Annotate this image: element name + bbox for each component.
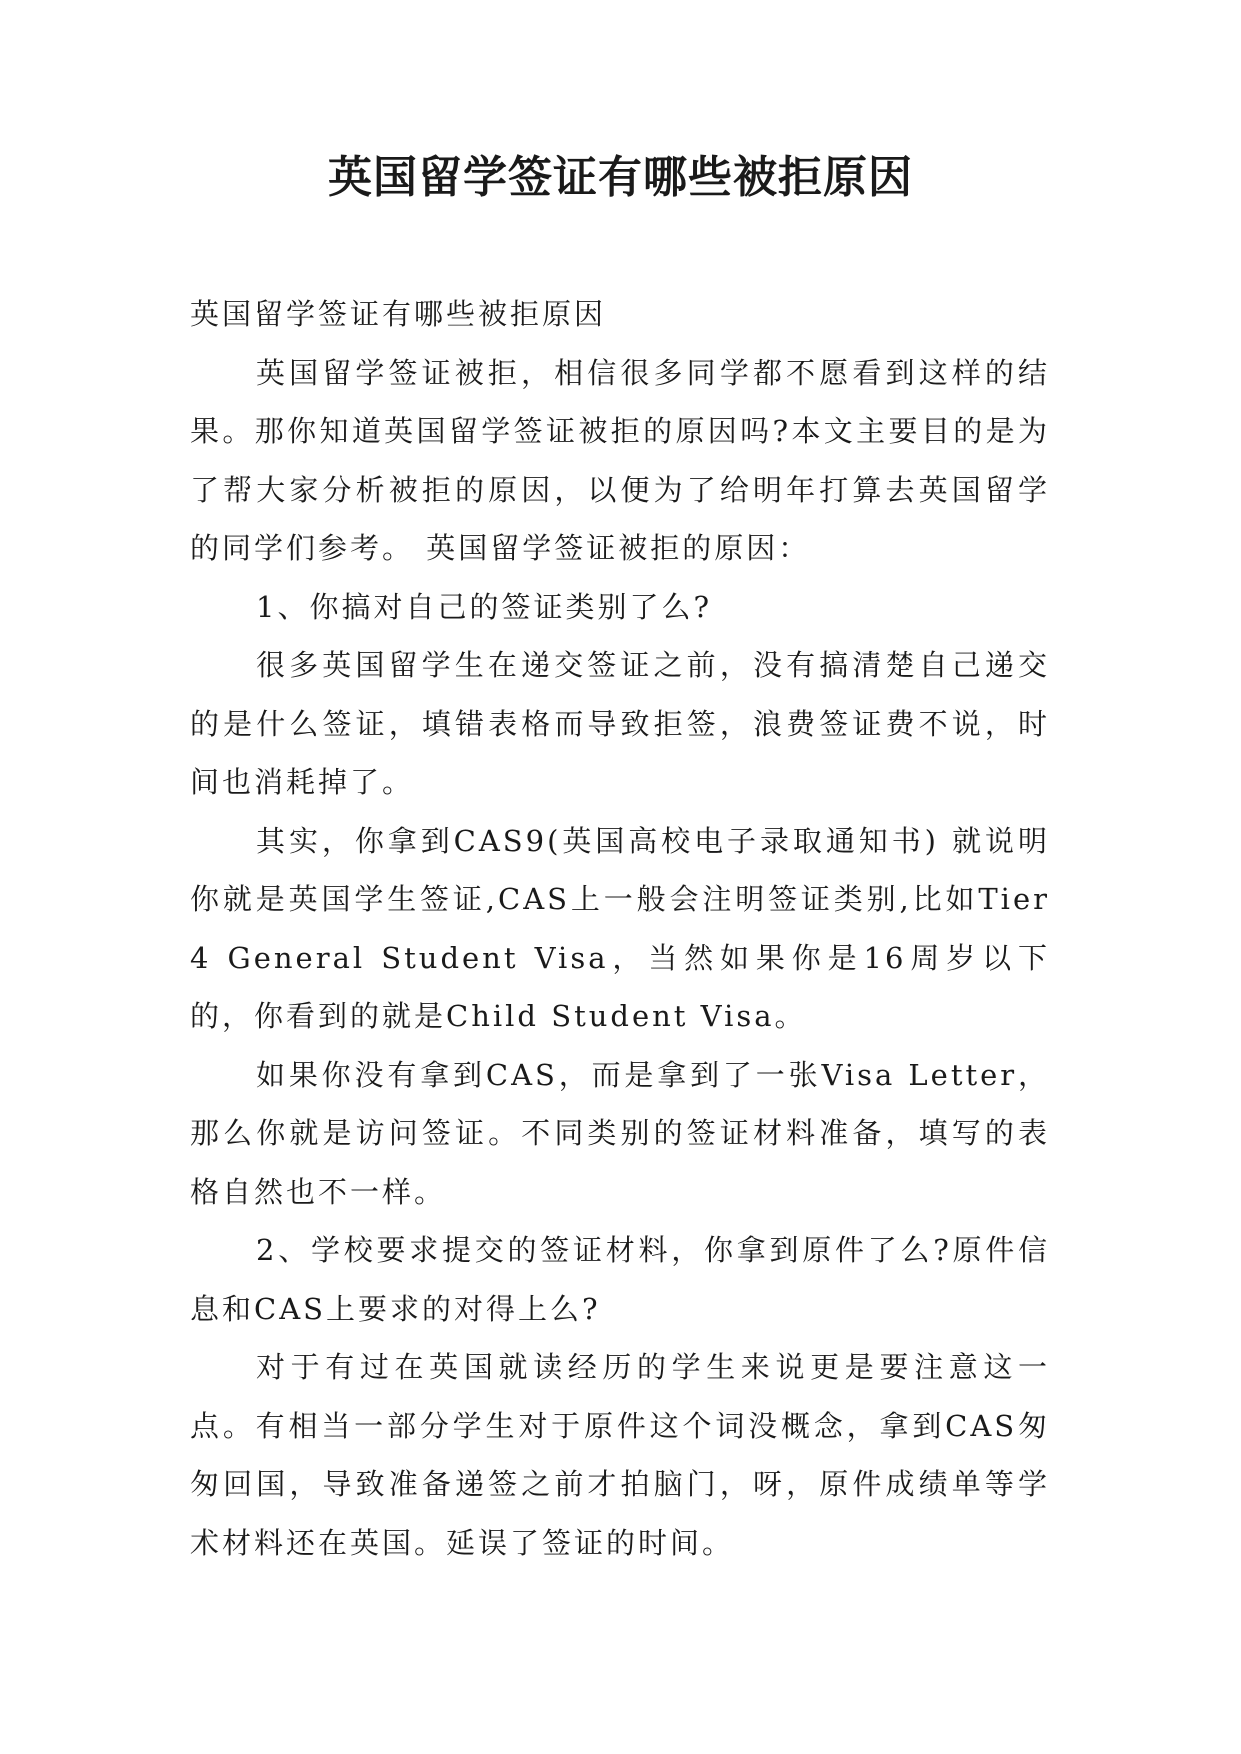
section-heading: 2、学校要求提交的签证材料，你拿到原件了么?原件信息和CAS上要求的对得上么? bbox=[190, 1233, 1050, 1326]
paragraph: 其实，你拿到CAS9(英国高校电子录取通知书) 就说明你就是英国学生签证,CAS上一般会注明签证类别,比如Tier 4 General Student Visa，当然如果你是16周岁以下的，你看到的就是Child Student Visa。 bbox=[190, 823, 1050, 1033]
paragraph: 很多英国留学生在递交签证之前，没有搞清楚自己递交的是什么签证，填错表格而导致拒签，浪费签证费不说，时间也消耗掉了。 bbox=[190, 648, 1050, 799]
document-body bbox=[190, 285, 1050, 1572]
document-title: 英国留学签证有哪些被拒原因 bbox=[328, 152, 913, 203]
section-heading: 1、你搞对自己的签证类别了么? bbox=[256, 589, 712, 624]
paragraph: 如果你没有拿到CAS，而是拿到了一张Visa Letter，那么你就是访问签证。不同类别的签证材料准备，填写的表格自然也不一样。 bbox=[190, 1057, 1050, 1209]
document-subheading: 英国留学签证有哪些被拒原因 bbox=[190, 297, 607, 331]
paragraph: 英国留学签证被拒，相信很多同学都不愿看到这样的结果。那你知道英国留学签证被拒的原因吗?本文主要目的是为了帮大家分析被拒的原因，以便为了给明年打算去英国留学的同学们参考。 英国留学签证被拒的原因： bbox=[190, 355, 1050, 565]
paragraph: 对于有过在英国就读经历的学生来说更是要注意这一点。有相当一部分学生对于原件这个词没概念，拿到CAS匆匆回国，导致准备递签之前才拍脑门，呀，原件成绩单等学术材料还在英国。延误了签证的时间。 bbox=[190, 1350, 1050, 1560]
